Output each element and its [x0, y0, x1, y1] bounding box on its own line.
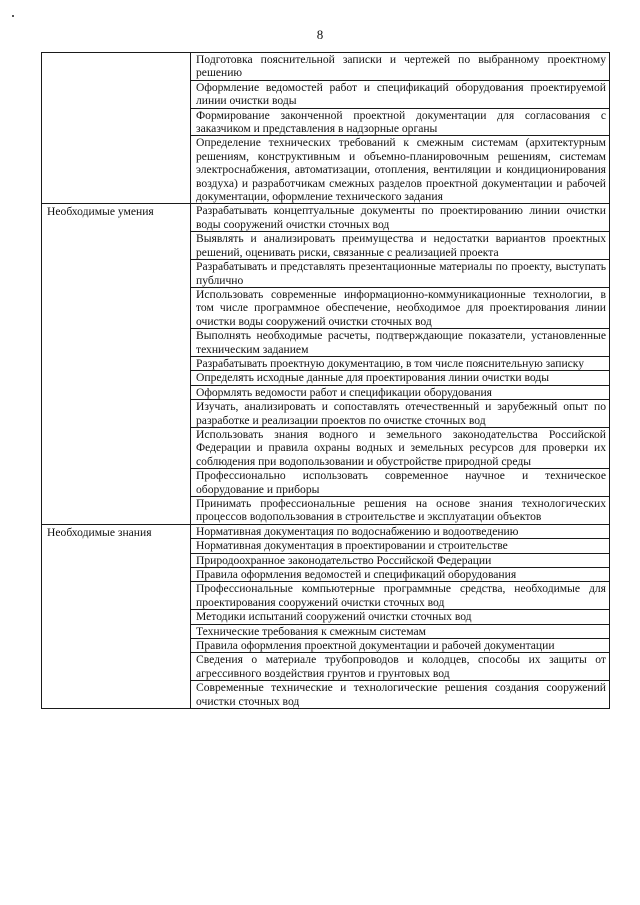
section-label: Необходимые умения: [42, 204, 191, 524]
section-label: [42, 53, 191, 204]
requirement-item: Технические требования к смежным системам: [191, 624, 610, 638]
requirement-item: Профессиональные компьютерные программные средства, необходимые для проектирования сооружений очистки сточных вод: [191, 582, 610, 610]
section-label: Необходимые знания: [42, 524, 191, 708]
requirement-item: Выполнять необходимые расчеты, подтверждающие показатели, установленные техническим заданием: [191, 329, 610, 357]
requirement-item: Современные технические и технологические решения создания сооружений очистки сточных вод: [191, 681, 610, 709]
requirement-item: Природоохранное законодательство Российской Федерации: [191, 553, 610, 567]
requirement-item: Использовать современные информационно-коммуникационные технологии, в том числе программное обеспечение, необходимое для проектирования линии очистки воды сооружений очистки сточных вод: [191, 287, 610, 328]
page-number: 8: [316, 27, 324, 42]
table-row: [42, 53, 610, 81]
requirement-item: Изучать, анализировать и сопоставлять отечественный и зарубежный опыт по разработке и реализации проектов по очистке сточных вод: [191, 400, 610, 428]
requirement-item: Использовать знания водного и земельного законодательства Российской Федерации и правила охраны водных и земельных ресурсов для проверки их соблюдения при водопользовании и обустройстве природной среды: [191, 427, 610, 468]
scan-dot: [12, 15, 14, 17]
requirements-table: [41, 52, 610, 709]
requirement-item: Разрабатывать концептуальные документы по проектированию линии очистки воды сооружений очистки сточных вод: [191, 204, 610, 232]
table-body: [42, 53, 610, 709]
requirement-item: Правила оформления проектной документации и рабочей документации: [191, 639, 610, 653]
requirement-item: Определение технических требований к смежным системам (архитектурным решениям, конструктивным и объемно-планировочным решениям, системам электроснабжения, автоматизации, отопления, вентиляции и кондиционирования воздуха) и разработчикам смежных разделов проектной документации и рабочей документации, оформление технического задания: [191, 136, 610, 204]
requirement-item: Оформлять ведомости работ и спецификации оборудования: [191, 385, 610, 399]
requirement-item: Разрабатывать проектную документацию, в том числе пояснительную записку: [191, 356, 610, 370]
requirement-item: Определять исходные данные для проектирования линии очистки воды: [191, 371, 610, 385]
requirement-item: Разрабатывать и представлять презентационные материалы по проекту, выступать публично: [191, 260, 610, 288]
table-row: [42, 524, 610, 538]
requirement-item: Нормативная документация по водоснабжению и водоотведению: [191, 524, 610, 538]
requirement-item: Выявлять и анализировать преимущества и недостатки вариантов проектных решений, оценивать риски, связанные с реализацией проекта: [191, 232, 610, 260]
requirement-item: Профессионально использовать современное научное и техническое оборудование и приборы: [191, 469, 610, 497]
requirement-item: Методики испытаний сооружений очистки сточных вод: [191, 610, 610, 624]
requirement-item: Правила оформления ведомостей и спецификаций оборудования: [191, 568, 610, 582]
requirement-item: Оформление ведомостей работ и спецификаций оборудования проектируемой линии очистки воды: [191, 80, 610, 108]
requirement-item: Подготовка пояснительной записки и чертежей по выбранному проектному решению: [191, 53, 610, 81]
table-row: [42, 204, 610, 232]
requirement-item: Нормативная документация в проектировании и строительстве: [191, 539, 610, 553]
requirement-item: Сведения о материале трубопроводов и колодцев, способы их защиты от агрессивного воздействия грунтов и грунтовых вод: [191, 653, 610, 681]
requirement-item: Принимать профессиональные решения на основе знания технологических процессов водопользования в строительстве и эксплуатации объектов: [191, 497, 610, 525]
requirement-item: Формирование законченной проектной документации для согласования с заказчиком и представления в надзорные органы: [191, 108, 610, 136]
